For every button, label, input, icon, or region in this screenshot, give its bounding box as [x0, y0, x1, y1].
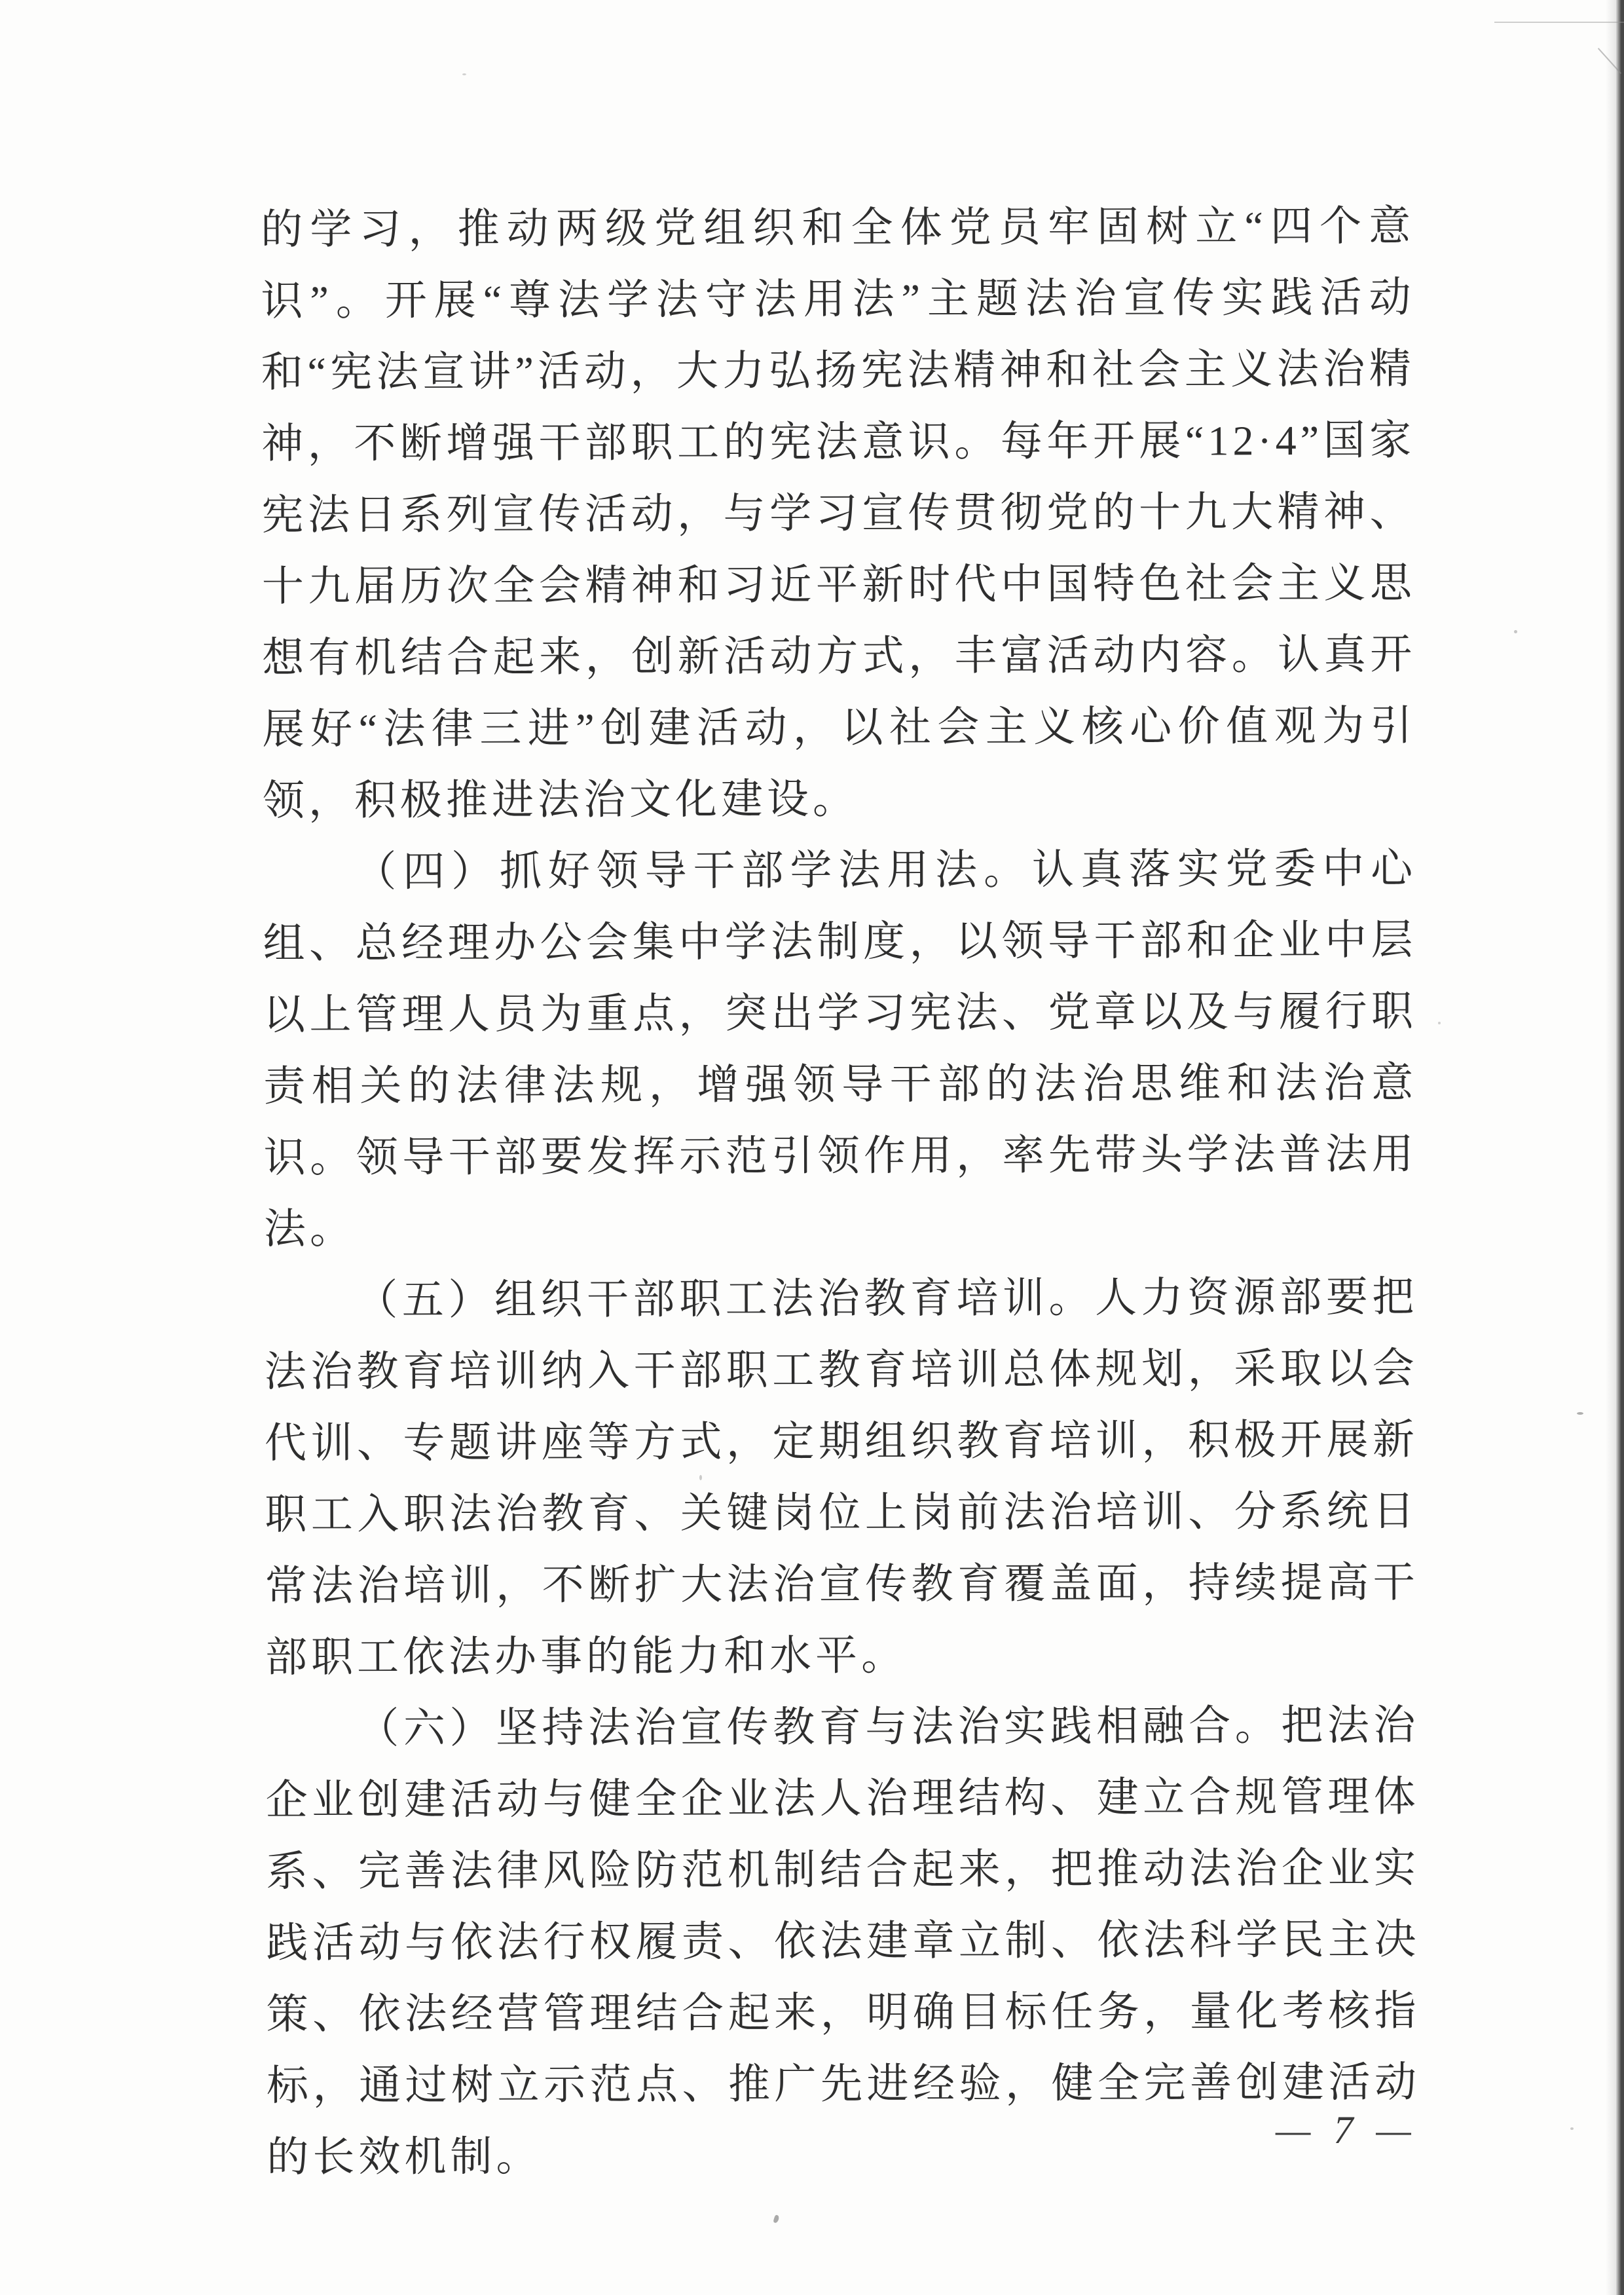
paragraph-item-4: （四）抓好领导干部学法用法。认真落实党委中心组、总经理办公会集中学法制度，以领导干部和企业中层以上管理人员为重点，突出学习宪法、党章以及与履行职责相关的法律法规，增强领导干部的法治思维和法治意识。领导干部要发挥示范引领作用，率先带头学法普法用法。: [263, 845, 1418, 1252]
scan-speck: [699, 1475, 702, 1480]
scan-speck: [1577, 1412, 1583, 1415]
scan-speck: [1514, 630, 1517, 633]
scan-top-line-artifact: [1494, 22, 1624, 23]
scan-speck: [462, 73, 466, 75]
paragraph-continuation: 的学习，推动两级党组织和全体党员牢固树立“四个意识”。开展“尊法学法守法用法”主题法治宣传实践活动和“宪法宣讲”活动，大力弘扬宪法精神和社会主义法治精神，不断增强干部职工的宪法意识。每年开展“12·4”国家宪法日系列宣传活动，与学习宣传贯彻党的十九大精神、十九届历次全会精神和习近平新时代中国特色社会主义思想有机结合起来，创新活动方式，丰富活动内容。认真开展好“法律三进”创建活动，以社会主义核心价值观为引领，积极推进法治文化建设。: [261, 202, 1416, 824]
document-body: [261, 190, 1421, 2193]
scan-edge-artifact: [1616, 0, 1624, 2295]
paragraph-item-6: （六）坚持法治宣传教育与法治实践相融合。把法治企业创建活动与健全企业法人治理结构、建立合规管理体系、完善法律风险防范机制结合起来，把推动法治企业实践活动与依法行权履责、依法建章立制、依法科学民主决策、依法经营管理结合起来，明确目标任务，量化考核指标，通过树立示范点、推广先进经验，健全完善创建活动的长效机制。: [265, 1702, 1421, 2180]
scan-speck: [1570, 2127, 1574, 2130]
scan-edge-shadow: [1606, 0, 1616, 2295]
paragraph-item-5: （五）组织干部职工法治教育培训。人力资源部要把法治教育培训纳入干部职工教育培训总体规划，采取以会代训、专题讲座等方式，定期组织教育培训，积极开展新职工入职法治教育、关键岗位上岗前法治培训、分系统日常法治培训，不断扩大法治宣传教育覆盖面，持续提高干部职工依法办事的能力和水平。: [264, 1273, 1419, 1681]
scan-speck: [773, 2214, 779, 2224]
page-number: — 7 —: [1276, 2108, 1418, 2152]
scan-speck: [1438, 1022, 1441, 1024]
